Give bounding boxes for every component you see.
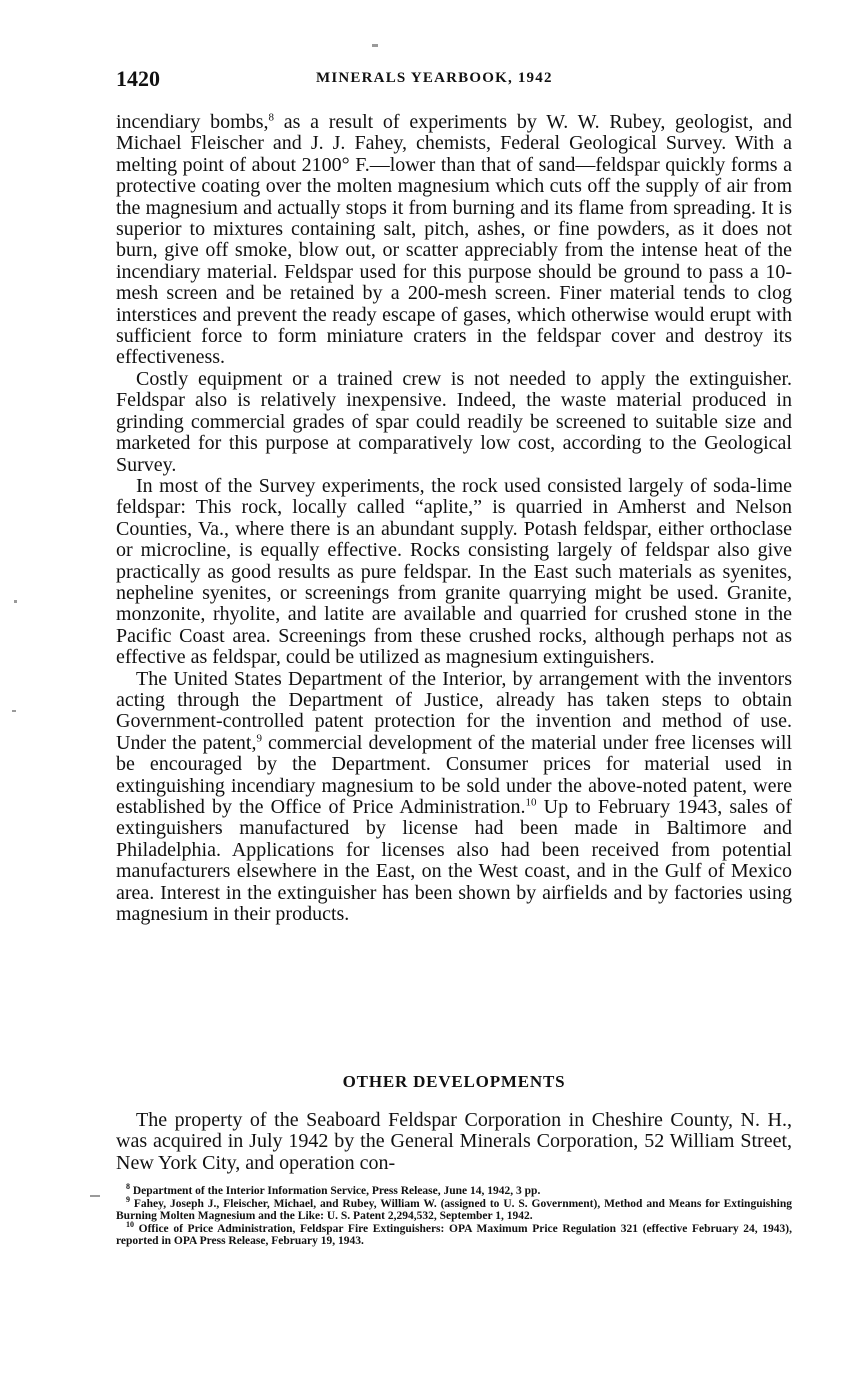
paragraph: Costly equipment or a trained crew is not needed to apply the extinguisher. Feldspar also is relatively inexpensive. Indeed, the waste material produced in grinding commercial grades of spar could readily be screened to suitable size and marketed for this purpose at comparatively low cost, according to the Geological Survey. [116, 367, 792, 476]
paragraph [116, 669, 792, 926]
footnote-ref: 10 [525, 796, 537, 809]
scan-speck [90, 1195, 100, 1197]
scan-speck [12, 710, 16, 712]
section-text [116, 1110, 792, 1174]
footnote-text: Fahey, Joseph J., Fleischer, Michael, and Rubey, William W. (assigned to U. S. Government), Method and Means for Extinguishing Burning Molten Magnesium and the Like: U. S. Patent 2,294,532, September 1, 1942. [116, 1197, 792, 1223]
footnote-text: Office of Price Administration, Feldspar Fire Extinguishers: OPA Maximum Price Regulation 321 (effective February 24, 1943), reported in OPA Press Release, February 19, 1943. [116, 1222, 792, 1248]
scan-speck [14, 600, 17, 603]
footnote-mark: 9 [126, 1194, 130, 1204]
page-number: 1420 [116, 66, 160, 91]
body-text [116, 112, 792, 925]
footnote [116, 1219, 792, 1248]
section-heading: OTHER DEVELOPMENTS [342, 1072, 566, 1091]
paragraph-text: incendiary bombs, [116, 111, 269, 133]
footnote-mark: 8 [126, 1182, 130, 1192]
footnote-ref: 9 [256, 732, 262, 745]
paragraph-text: Up to February 1943, sales of extinguishers manufactured by license had been made in Baltimore and Philadelphia. Applications for licenses also had been received from potential manufacturers elsewhere in the East, on the West coast, and in the Gulf of Mexico area. Interest in the extinguisher has been shown by airfields and by factories using magnesium in their products. [116, 796, 792, 926]
paragraph: In most of the Survey experiments, the rock used consisted largely of soda-lime feldspar: This rock, locally called “aplite,” is quarried in Amherst and Nelson Counties, Va., where there is an abundant supply. Potash feldspar, either orthoclase or microcline, is equally effective. Rocks consisting largely of feldspar also give practically as good results as pure feldspar. In the East such materials as syenites, nepheline syenites, or screenings from granite quarrying might be used. Granite, monzonite, rhyolite, and latite are available and quarried for crushed stone in the Pacific Coast area. Screenings from these crushed rocks, although perhaps not as effective as feldspar, could be utilized as magnesium extinguishers. [116, 474, 792, 669]
footnotes [116, 1182, 792, 1248]
page-header [116, 66, 792, 92]
footnote-mark: 10 [126, 1219, 134, 1229]
paragraph: The property of the Seaboard Feldspar Corporation in Cheshire County, N. H., was acquired in July 1942 by the General Minerals Corporation, 52 William Street, New York City, and operation con- [116, 1109, 792, 1174]
paragraph-text: The United States Department of the Interior, by arrangement with the inventors acting through the Department of Justice, already has taken steps to obtain Government-controlled patent protection for the invention and method of use. Under the patent, [116, 667, 792, 754]
footnote [116, 1182, 792, 1198]
running-title: MINERALS YEARBOOK, 1942 [316, 70, 553, 86]
footnote [116, 1194, 792, 1223]
footnote-text: Department of the Interior Information Service, Press Release, June 14, 1942, 3 pp. [130, 1185, 541, 1197]
paragraph [116, 112, 792, 369]
scan-speck [372, 44, 378, 47]
paragraph-text: commercial development of the material under free licenses will be encouraged by the Department. Consumer prices for material used in extinguishing incendiary magnesium to be sold under the above-noted patent, were established by the Office of Price Administration. [116, 731, 793, 818]
paragraph-text: as a result of experiments by W. W. Rubey, geologist, and Michael Fleischer and J. J. Fahey, chemists, Federal Geological Survey. With a melting point of about 2100° F.—lower than that of sand—feldspar quickly forms a protective coating over the molten magnesium which cuts off the supply of air from the magnesium and actually stops it from burning and its flame from spreading. It is superior to mixtures containing salt, pitch, ashes, or fine powders, as it does not burn, give off smoke, blow out, or scatter appreciably from the intense heat of the incendiary material. Feldspar used for this purpose should be ground to pass a 10-mesh screen and be retained by a 200-mesh screen. Finer material tends to clog interstices and prevent the ready escape of gases, which otherwise would erupt with sufficient force to form miniature craters in the feldspar cover and destroy its effectiveness. [116, 111, 793, 369]
footnote-ref: 8 [268, 111, 274, 124]
